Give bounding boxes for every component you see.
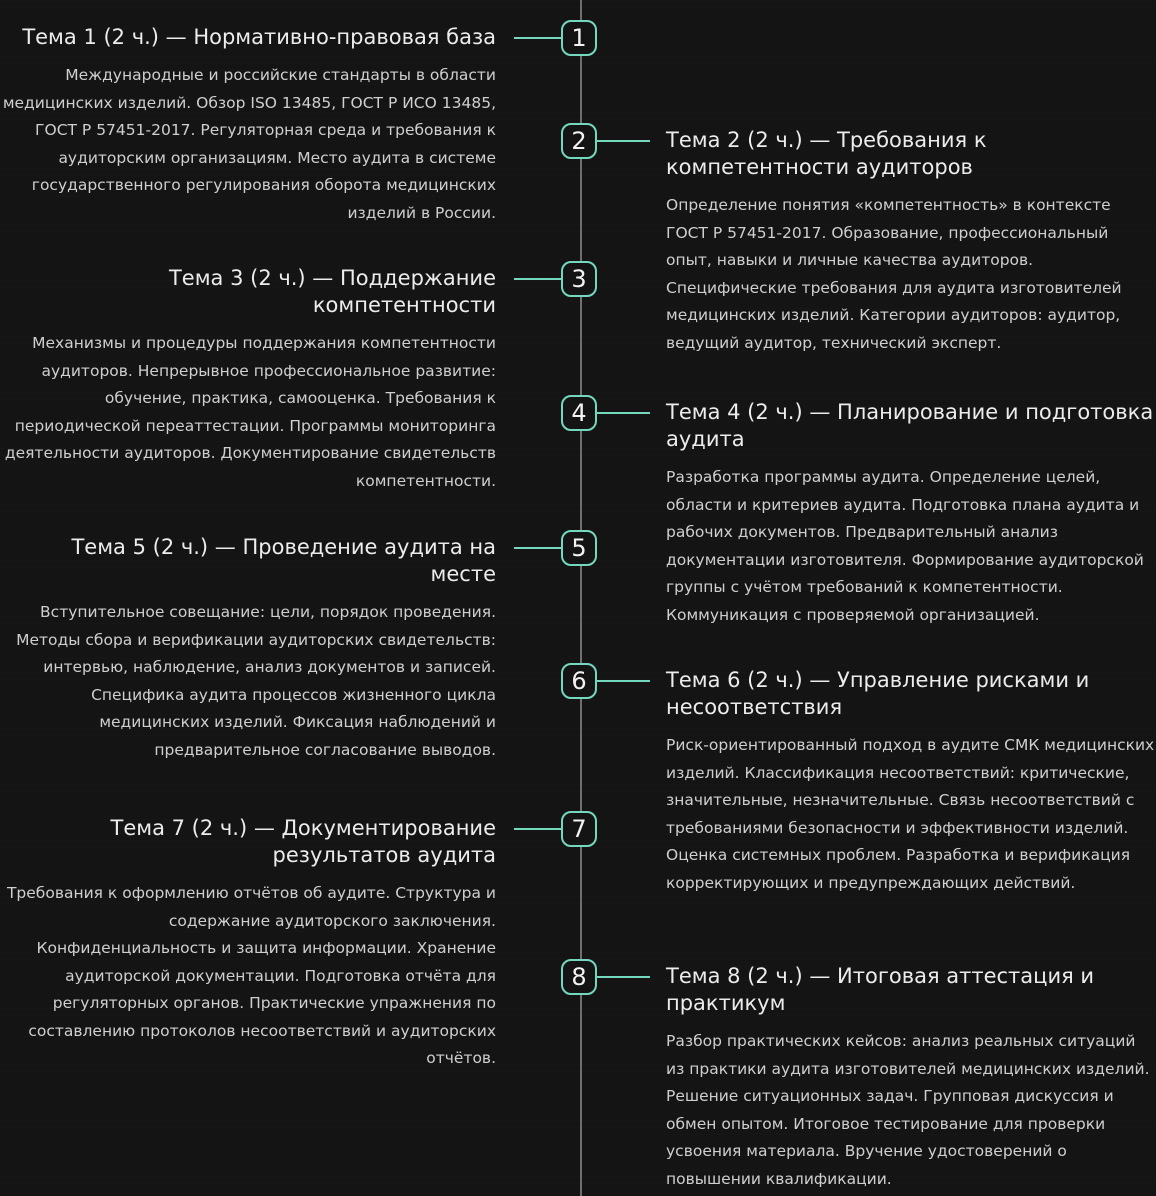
timeline-node: 1 [561,20,597,56]
topic-title: Тема 1 (2 ч.) — Нормативно-правовая база [22,25,496,49]
timeline-connector [597,140,650,142]
timeline-node: 6 [561,663,597,699]
timeline-node: 4 [561,395,597,431]
timeline-connector [597,412,650,414]
timeline-node: 7 [561,811,597,847]
topic-description: Механизмы и процедуры поддержания компетентности аудиторов. Непрерывное профессиональное развитие: обучение, практика, самооценка. Требования к периодической переаттестации. Программы мониторинга деятельности аудиторов. Документирование свидетельств компетентности. [4,334,496,490]
topic-description: Разбор практических кейсов: анализ реальных ситуаций из практики аудита изготовителей медицинских изделий. Решение ситуационных задач. Групповая дискуссия и обмен опытом. Итоговое тестирование для проверки усвоения материала. Вручение удостоверений о повышении квалификации. [666,1032,1150,1188]
timeline-entry [0,534,496,764]
topic-description: Международные и российские стандарты в области медицинских изделий. Обзор ISO 13485, ГОСТ Р ИСО 13485, ГОСТ Р 57451-2017. Регуляторная среда и требования к аудиторским организациям. Место аудита в системе государственного регулирования оборота медицинских изделий в России. [2,66,496,222]
timeline-node: 5 [561,530,597,566]
topic-title: Тема 6 (2 ч.) — Управление рисками и несоответствия [666,668,1090,719]
timeline-entry [666,963,1156,1193]
topic-title: Тема 3 (2 ч.) — Поддержание компетентности [168,266,496,317]
timeline-entry [666,399,1156,629]
topic-title: Тема 5 (2 ч.) — Проведение аудита на месте [71,535,496,586]
timeline-connector [514,37,561,39]
timeline-node: 8 [561,959,597,995]
timeline-entry [0,815,496,1073]
timeline-entry [0,24,496,227]
topic-description: Определение понятия «компетентность» в контексте ГОСТ Р 57451-2017. Образование, профессиональный опыт, навыки и личные качества аудиторов. Специфические требования для аудита изготовителей медицинских изделий. Категории аудиторов: аудитор, ведущий аудитор, технический эксперт. [666,196,1122,352]
topic-title: Тема 4 (2 ч.) — Планирование и подготовка аудита [666,400,1154,451]
timeline-entry [666,667,1156,897]
timeline-connector [514,278,561,280]
timeline-connector [514,547,561,549]
topic-title: Тема 8 (2 ч.) — Итоговая аттестация и практикум [666,964,1095,1015]
topic-description: Требования к оформлению отчётов об аудите. Структура и содержание аудиторского заключения. Конфиденциальность и защита информации. Хранение аудиторской документации. Подготовка отчёта для регуляторных органов. Практические упражнения по составлению протоколов несоответствий и аудиторских отчётов. [6,884,496,1067]
timeline-node: 2 [561,123,597,159]
topic-description: Риск-ориентированный подход в аудите СМК медицинских изделий. Классификация несоответствий: критические, значительные, незначительные. Связь несоответствий с требованиями безопасности и эффективности изделий. Оценка системных проблем. Разработка и верификация корректирующих и предупреждающих действий. [666,736,1155,892]
topic-description: Разработка программы аудита. Определение целей, области и критериев аудита. Подготовка плана аудита и рабочих документов. Предварительный анализ документации изготовителя. Формирование аудиторской группы с учётом требований к компетентности. Коммуникация с проверяемой организацией. [666,468,1144,624]
timeline-axis [580,0,582,1196]
topic-title: Тема 2 (2 ч.) — Требования к компетентности аудиторов [666,128,987,179]
timeline-connector [597,680,650,682]
timeline-connector [597,976,650,978]
timeline-entry [666,127,1156,357]
timeline-node: 3 [561,261,597,297]
topic-description: Вступительное совещание: цели, порядок проведения. Методы сбора и верификации аудиторских свидетельств: интервью, наблюдение, анализ документов и записей. Специфика аудита процессов жизненного цикла медицинских изделий. Фиксация наблюдений и предварительное согласование выводов. [16,603,496,759]
timeline-entry [0,265,496,495]
timeline-connector [514,828,561,830]
topic-title: Тема 7 (2 ч.) — Документирование результатов аудита [110,816,496,867]
